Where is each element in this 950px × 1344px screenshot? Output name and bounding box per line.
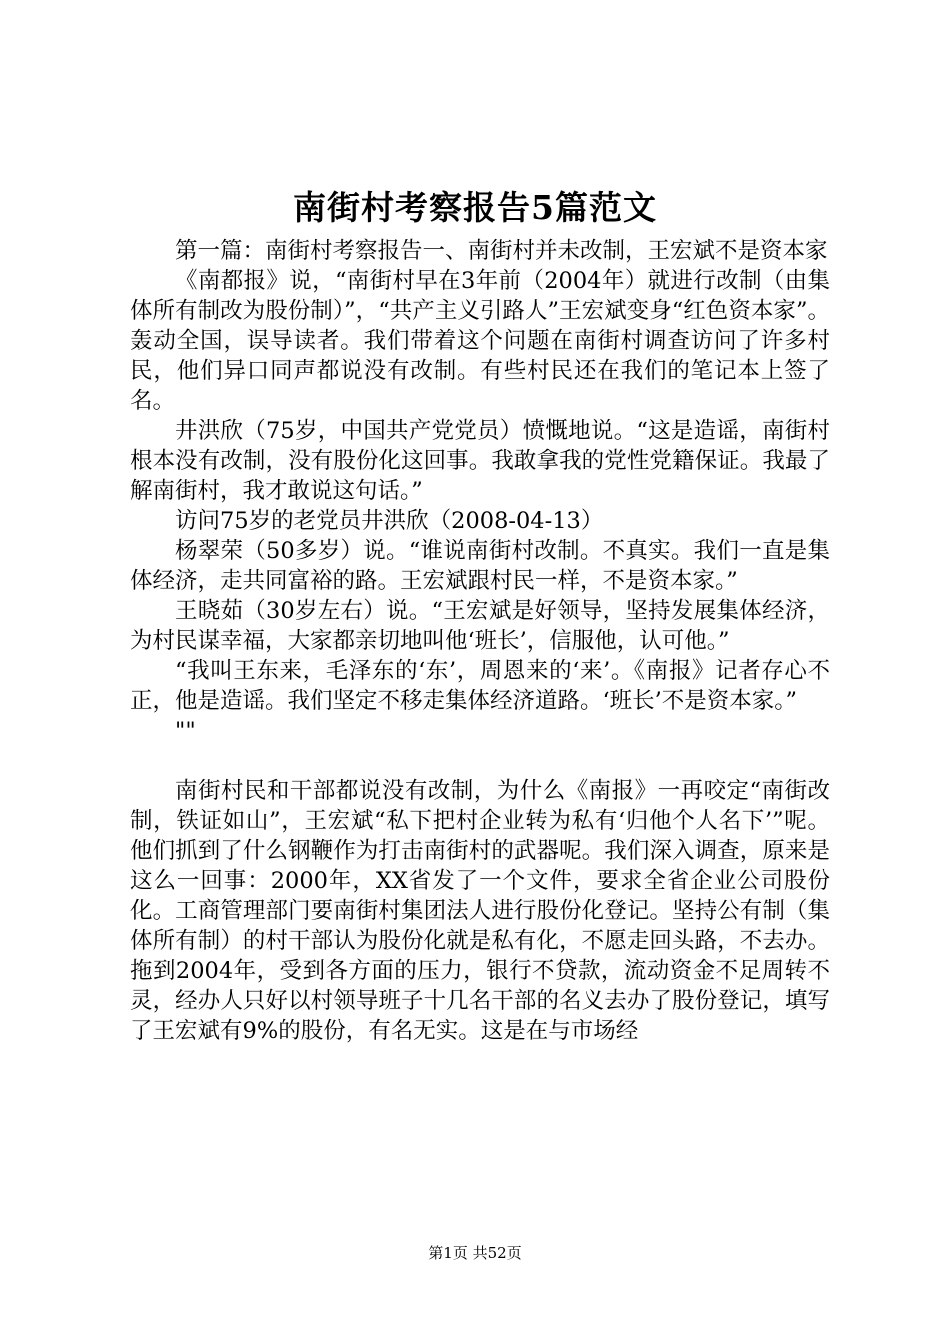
document-title: 南街村考察报告5篇范文 xyxy=(293,188,657,227)
paragraph: 第一篇：南街村考察报告一、南街村并未改制，王宏斌不是资本家 xyxy=(175,238,828,264)
document-body xyxy=(130,236,830,1046)
paragraph: "" xyxy=(175,718,196,744)
paragraph: 《南都报》说，“南街村早在3年前（2004年）就进行改制（由集体所有制改为股份制）”，“共产主义引路人”王宏斌变身“红色资本家”。轰动全国，误导读者。我们带着这个问题在南街村调查访问了许多村民，他们异口同声都说没有改制。有些村民还在我们的笔记本上签了名。 xyxy=(130,268,830,414)
blank-line xyxy=(130,746,830,776)
page-footer: 第1页 共52页 xyxy=(428,1244,522,1262)
paragraph: 王晓茹（30岁左右）说。“王宏斌是好领导，坚持发展集体经济，为村民谋幸福，大家都亲切地叫他‘班长’，信服他，认可他。” xyxy=(130,598,830,654)
paragraph: “我叫王东来，毛泽东的‘东’，周恩来的‘来’。《南报》记者存心不正，他是造谣。我们坚定不移走集体经济道路。‘班长’不是资本家。” xyxy=(130,658,830,714)
paragraph: 杨翠荣（50多岁）说。“谁说南街村改制。不真实。我们一直是集体经济，走共同富裕的路。王宏斌跟村民一样，不是资本家。” xyxy=(130,538,830,594)
paragraph: 南街村民和干部都说没有改制，为什么《南报》一再咬定“南街改制，铁证如山”，王宏斌“私下把村企业转为私有‘归他个人名下’”呢。他们抓到了什么钢鞭作为打击南街村的武器呢。我们深入调查，原来是这么一回事：2000年，XX省发了一个文件，要求全省企业公司股份化。工商管理部门要南街村集团法人进行股份化登记。坚持公有制（集体所有制）的村干部认为股份化就是私有化，不愿走回头路，不去办。拖到2004年，受到各方面的压力，银行不贷款，流动资金不足周转不灵，经办人只好以村领导班子十几名干部的名义去办了股份登记，填写了王宏斌有9%的股份，有名无实。这是在与市场经 xyxy=(130,778,830,1044)
paragraph: 井洪欣（75岁，中国共产党党员）愤慨地说。“这是造谣，南街村根本没有改制，没有股份化这回事。我敢拿我的党性党籍保证。我最了解南街村，我才敢说这句话。” xyxy=(130,418,830,504)
paragraph: 访问75岁的老党员井洪欣（2008-04-13） xyxy=(175,508,604,534)
